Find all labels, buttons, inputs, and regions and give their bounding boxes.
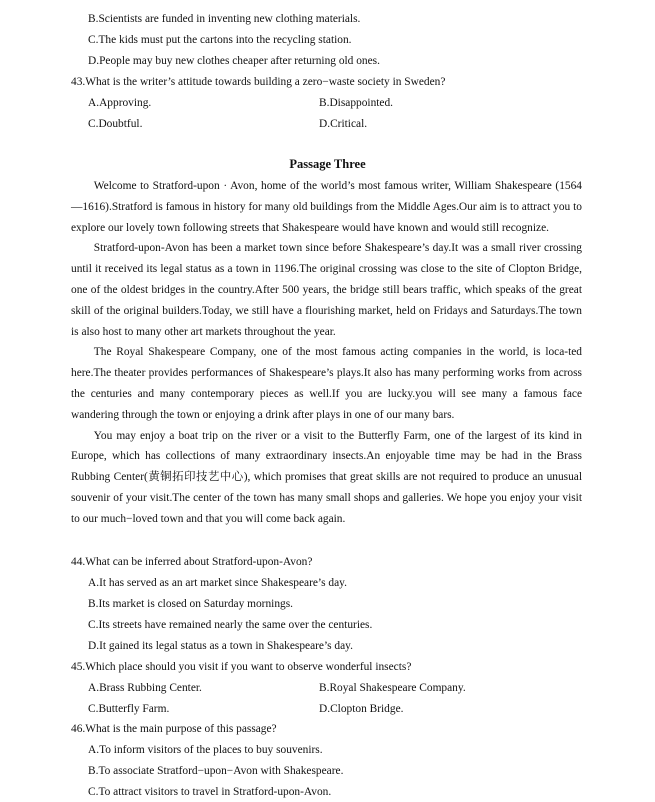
q43-option-c: C.Doubtful. — [88, 118, 143, 130]
q42-option-c: C.The kids must put the cartons into the recycling station. — [88, 34, 352, 46]
q45-option-a: A.Brass Rubbing Center. — [88, 682, 202, 694]
q46-option-a: A.To inform visitors of the places to buy souvenirs. — [88, 744, 323, 756]
q42-option-d: D.People may buy new clothes cheaper after returning old ones. — [88, 55, 380, 67]
passage-title: Passage Three — [289, 157, 366, 171]
q44-stem: 44.What can be inferred about Stratford-upon-Avon? — [71, 556, 313, 568]
q44-option-b: B.Its market is closed on Saturday mornings. — [88, 598, 294, 610]
q43-option-d: D.Critical. — [319, 118, 368, 130]
q45-option-d: D.Clopton Bridge. — [319, 703, 404, 715]
q45-option-b: B.Royal Shakespeare Company. — [319, 682, 466, 694]
q44-option-c: C.Its streets have remained nearly the same over the centuries. — [88, 619, 373, 631]
q43-option-b: B.Disappointed. — [319, 97, 394, 109]
paragraph: Welcome to Stratford-upon · Avon, home of the world’s most famous writer, William Shakespeare (1564—1616).Stratford is famous in history for many old buildings from the Middle Ages.Our aim is to attract you to explore our lovely town following streets that Shakespeare would have known and would still recognize. — [71, 180, 582, 234]
q43-option-a: A.Approving. — [88, 97, 152, 109]
q46-option-c: C.To attract visitors to travel in Stratford-upon-Avon. — [88, 786, 332, 798]
q42-option-b: B.Scientists are funded in inventing new clothing materials. — [88, 13, 361, 25]
q44-option-a: A.It has served as an art market since Shakespeare’s day. — [88, 577, 347, 589]
q45-stem: 45.Which place should you visit if you want to observe wonderful insects? — [71, 661, 412, 673]
q46-option-b: B.To associate Stratford−upon−Avon with Shakespeare. — [88, 765, 344, 777]
q44-option-d: D.It gained its legal status as a town in Shakespeare’s day. — [88, 640, 353, 652]
q46-stem: 46.What is the main purpose of this passage? — [71, 723, 277, 735]
q43-stem: 43.What is the writer’s attitude towards building a zero−waste society in Sweden? — [71, 76, 446, 88]
paragraph: Stratford-upon-Avon has been a market town since before Shakespeare’s day.It was a small river crossing until it received its legal status as a town in 1196.The original crossing was close to the site of Clopton Bridge, one of the oldest bridges in the country.After 500 years, the bridge still bears traffic, which speaks of the great skill of the original builders.Today, we still have a flourishing market, held on Fridays and Saturdays.The town is also host to many other art markets throughout the year. — [71, 242, 582, 338]
passage-body — [71, 176, 582, 530]
q45-option-c: C.Butterfly Farm. — [88, 703, 170, 715]
paragraph: The Royal Shakespeare Company, one of the most famous acting companies in the world, is loca-ted here.The theater provides performances of Shakespeare’s plays.It also has many performing works from across the centuries and many contemporary pieces as well.If you are lucky.you will see many a famous face wandering through the town or enjoying a drink after plays in one of our many bars. — [71, 346, 582, 421]
paragraph: You may enjoy a boat trip on the river or a visit to the Butterfly Farm, one of the largest of its kind in Europe, which has collections of many extraordinary insects.An enjoyable time may be had in the Brass Rubbing Center(黄铜拓印技艺中心), which promises that great skills are not required to produce an unusual souvenir of your visit.The center of the town has many small shops and galleries. We hope you enjoy your visit to our much−loved town and that you will come back again. — [71, 429, 582, 525]
